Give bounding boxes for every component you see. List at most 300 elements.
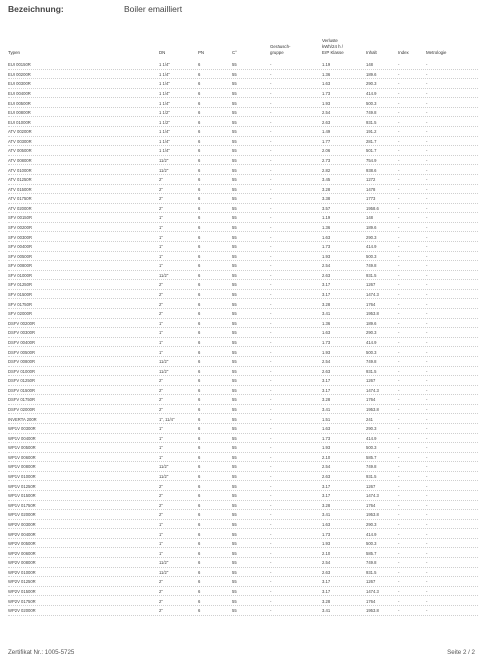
table-cell: - bbox=[426, 569, 428, 575]
table-cell: - bbox=[270, 244, 272, 250]
table-cell: 1474.3 bbox=[366, 588, 379, 594]
table-row bbox=[8, 252, 478, 262]
table-row bbox=[8, 156, 478, 166]
table-cell: - bbox=[398, 588, 400, 594]
table-cell: - bbox=[270, 110, 272, 116]
table-cell: - bbox=[270, 598, 272, 604]
table-cell: WP1V 00600R bbox=[8, 454, 36, 460]
table-cell: 1764 bbox=[366, 397, 376, 403]
table-row bbox=[8, 60, 478, 70]
table-cell: 2" bbox=[159, 205, 163, 211]
table-cell: 6 bbox=[198, 62, 201, 68]
table-cell: 1953.8 bbox=[366, 608, 379, 614]
table-cell: WP2V 01250R bbox=[8, 579, 36, 585]
certificate-number: Zertifikat Nr.: 1005-5725 bbox=[8, 649, 75, 656]
table-cell: - bbox=[398, 512, 400, 518]
table-cell: 1.36 bbox=[322, 320, 331, 326]
table-cell: 11/2" bbox=[159, 167, 169, 173]
table-cell: - bbox=[270, 148, 272, 154]
table-cell: - bbox=[398, 167, 400, 173]
table-cell: - bbox=[426, 320, 428, 326]
table-cell: WP1V 01250R bbox=[8, 483, 36, 489]
table-cell: 931.5 bbox=[366, 474, 377, 480]
table-cell: 281.7 bbox=[366, 138, 377, 144]
table-cell: - bbox=[398, 62, 400, 68]
column-header-6 bbox=[366, 50, 377, 56]
table-cell: SFV 00300R bbox=[8, 234, 32, 240]
table-cell: ATV 02000R bbox=[8, 205, 32, 211]
table-cell: 1953.8 bbox=[366, 512, 379, 518]
table-cell: - bbox=[270, 426, 272, 432]
table-cell: - bbox=[398, 138, 400, 144]
table-cell: 6 bbox=[198, 588, 201, 594]
table-cell: 585.7 bbox=[366, 454, 377, 460]
table-cell: 55 bbox=[232, 100, 237, 106]
table-cell: 931.5 bbox=[366, 119, 377, 125]
table-row bbox=[8, 491, 478, 501]
table-cell: 3.17 bbox=[322, 387, 331, 393]
table-cell: 55 bbox=[232, 148, 237, 154]
table-cell: 6 bbox=[198, 502, 201, 508]
table-row bbox=[8, 98, 478, 108]
table-cell: 754.9 bbox=[366, 157, 377, 163]
table-cell: 55 bbox=[232, 301, 237, 307]
table-cell: - bbox=[270, 454, 272, 460]
table-cell: SFV 00400R bbox=[8, 244, 32, 250]
table-cell: 148 bbox=[366, 215, 373, 221]
table-cell: - bbox=[398, 81, 400, 87]
column-header-7 bbox=[398, 50, 409, 56]
table-cell: 938.6 bbox=[366, 167, 377, 173]
table-row bbox=[8, 146, 478, 156]
table-cell: 2.54 bbox=[322, 560, 331, 566]
table-cell: 1.73 bbox=[322, 339, 331, 345]
table-cell: 6 bbox=[198, 339, 201, 345]
table-cell: - bbox=[426, 521, 428, 527]
table-cell: 290.3 bbox=[366, 330, 377, 336]
table-row bbox=[8, 271, 478, 281]
table-cell: 55 bbox=[232, 550, 237, 556]
table-cell: - bbox=[398, 253, 400, 259]
table-cell: 2.54 bbox=[322, 110, 331, 116]
table-cell: 55 bbox=[232, 349, 237, 355]
table-cell: 55 bbox=[232, 138, 237, 144]
table-cell: - bbox=[426, 148, 428, 154]
table-cell: 1" bbox=[159, 435, 163, 441]
table-cell: 290.3 bbox=[366, 426, 377, 432]
table-row bbox=[8, 529, 478, 539]
table-row bbox=[8, 414, 478, 424]
table-cell: 55 bbox=[232, 464, 237, 470]
table-cell: SFV 01000R bbox=[8, 272, 32, 278]
table-cell: - bbox=[398, 416, 400, 422]
table-cell: - bbox=[426, 138, 428, 144]
table-cell: 2" bbox=[159, 177, 163, 183]
table-cell: 1267 bbox=[366, 483, 376, 489]
table-cell: 2.63 bbox=[322, 119, 331, 125]
table-cell: ATV 00200R bbox=[8, 129, 32, 135]
table-cell: 1" bbox=[159, 550, 163, 556]
table-cell: 55 bbox=[232, 81, 237, 87]
table-cell: INVERTA 200R bbox=[8, 416, 37, 422]
table-cell: 6 bbox=[198, 521, 201, 527]
table-row bbox=[8, 185, 478, 195]
table-cell: - bbox=[270, 100, 272, 106]
table-cell: 55 bbox=[232, 560, 237, 566]
column-header-line: Metrologie bbox=[426, 50, 447, 55]
table-cell: - bbox=[426, 157, 428, 163]
table-cell: - bbox=[398, 569, 400, 575]
table-cell: 414.9 bbox=[366, 531, 377, 537]
table-cell: - bbox=[398, 90, 400, 96]
table-cell: - bbox=[398, 464, 400, 470]
table-cell: 3.17 bbox=[322, 588, 331, 594]
table-cell: - bbox=[426, 100, 428, 106]
table-cell: 6 bbox=[198, 483, 201, 489]
table-cell: - bbox=[270, 225, 272, 231]
table-cell: 2.54 bbox=[322, 464, 331, 470]
table-cell: 55 bbox=[232, 71, 237, 77]
table-cell: - bbox=[270, 502, 272, 508]
table-cell: - bbox=[426, 177, 428, 183]
table-cell: 55 bbox=[232, 186, 237, 192]
table-cell: - bbox=[270, 263, 272, 269]
table-cell: - bbox=[398, 311, 400, 317]
table-cell: - bbox=[398, 474, 400, 480]
table-cell: 55 bbox=[232, 368, 237, 374]
table-cell: - bbox=[426, 397, 428, 403]
table-cell: 3.17 bbox=[322, 483, 331, 489]
table-cell: - bbox=[398, 110, 400, 116]
table-cell: - bbox=[270, 608, 272, 614]
table-cell: 2" bbox=[159, 502, 163, 508]
table-cell: - bbox=[398, 387, 400, 393]
table-cell: 3.28 bbox=[322, 186, 331, 192]
table-cell: 1478 bbox=[366, 186, 376, 192]
table-cell: - bbox=[426, 426, 428, 432]
table-cell: - bbox=[426, 282, 428, 288]
table-row bbox=[8, 175, 478, 185]
table-cell: 55 bbox=[232, 541, 237, 547]
table-cell: 55 bbox=[232, 272, 237, 278]
table-cell: - bbox=[426, 119, 428, 125]
table-cell: EUI 01000R bbox=[8, 119, 31, 125]
table-cell: - bbox=[270, 215, 272, 221]
table-cell: 6 bbox=[198, 378, 201, 384]
table-cell: 6 bbox=[198, 445, 201, 451]
table-cell: 2.54 bbox=[322, 359, 331, 365]
table-cell: 55 bbox=[232, 330, 237, 336]
table-cell: 6 bbox=[198, 225, 201, 231]
table-cell: 6 bbox=[198, 349, 201, 355]
table-cell: 148 bbox=[366, 62, 373, 68]
table-row bbox=[8, 443, 478, 453]
table-cell: 1" bbox=[159, 531, 163, 537]
column-header-line: C° bbox=[232, 50, 237, 55]
table-cell: 6 bbox=[198, 110, 201, 116]
table-cell: 11/2" bbox=[159, 368, 169, 374]
table-cell: - bbox=[270, 493, 272, 499]
table-cell: WP1V 00800R bbox=[8, 464, 36, 470]
table-row bbox=[8, 117, 478, 127]
table-cell: - bbox=[270, 81, 272, 87]
table-cell: - bbox=[270, 272, 272, 278]
table-cell: - bbox=[270, 157, 272, 163]
table-cell: 1267 bbox=[366, 378, 376, 384]
table-cell: - bbox=[426, 71, 428, 77]
table-cell: - bbox=[270, 167, 272, 173]
table-cell: - bbox=[426, 205, 428, 211]
table-cell: 6 bbox=[198, 560, 201, 566]
table-cell: - bbox=[426, 225, 428, 231]
table-cell: 2" bbox=[159, 493, 163, 499]
table-row bbox=[8, 89, 478, 99]
table-cell: WP1V 02000R bbox=[8, 512, 36, 518]
table-cell: - bbox=[398, 244, 400, 250]
column-header-line: Index bbox=[398, 50, 409, 55]
table-cell: 6 bbox=[198, 81, 201, 87]
table-cell: - bbox=[270, 138, 272, 144]
header bbox=[8, 4, 478, 18]
table-cell: 2.10 bbox=[322, 550, 331, 556]
table-row bbox=[8, 434, 478, 444]
table-row bbox=[8, 481, 478, 491]
table-cell: 1.63 bbox=[322, 81, 331, 87]
table-cell: 6 bbox=[198, 330, 201, 336]
table-cell: - bbox=[270, 588, 272, 594]
table-cell: DSFV 01000R bbox=[8, 368, 35, 374]
table-row bbox=[8, 539, 478, 549]
table-cell: 1.19 bbox=[322, 215, 331, 221]
table-cell: 55 bbox=[232, 445, 237, 451]
table-cell: - bbox=[270, 282, 272, 288]
table-row bbox=[8, 204, 478, 214]
table-cell: 2.82 bbox=[322, 167, 331, 173]
table-cell: - bbox=[270, 311, 272, 317]
table-cell: 3.17 bbox=[322, 579, 331, 585]
table-cell: 3.38 bbox=[322, 196, 331, 202]
table-cell: 6 bbox=[198, 234, 201, 240]
table-cell: 1.93 bbox=[322, 100, 331, 106]
table-cell: - bbox=[398, 205, 400, 211]
table-cell: 55 bbox=[232, 311, 237, 317]
table-cell: - bbox=[398, 148, 400, 154]
table-cell: - bbox=[270, 407, 272, 412]
table-cell: 6 bbox=[198, 205, 201, 211]
table-row bbox=[8, 472, 478, 482]
table-cell: - bbox=[398, 531, 400, 537]
table-cell: 1 1/2" bbox=[159, 110, 170, 116]
table-row bbox=[8, 568, 478, 578]
column-header-line: Geräusch- bbox=[270, 44, 291, 49]
table-cell: EUI 00500R bbox=[8, 100, 31, 106]
table-cell: - bbox=[426, 292, 428, 298]
column-header-line: DN bbox=[159, 50, 166, 55]
table-cell: 55 bbox=[232, 474, 237, 480]
table-cell: 55 bbox=[232, 483, 237, 489]
table-cell: WP2V 00500R bbox=[8, 541, 36, 547]
table-cell: 11/2" bbox=[159, 272, 169, 278]
table-cell: 6 bbox=[198, 263, 201, 269]
table-cell: - bbox=[270, 320, 272, 326]
table-cell: - bbox=[398, 426, 400, 432]
table-cell: - bbox=[398, 378, 400, 384]
table-cell: - bbox=[270, 301, 272, 307]
table-cell: - bbox=[270, 531, 272, 537]
table-cell: DSFV 00300R bbox=[8, 330, 35, 336]
table-cell: 3.28 bbox=[322, 598, 331, 604]
table-cell: 2" bbox=[159, 378, 163, 384]
table-row bbox=[8, 309, 478, 319]
table-cell: - bbox=[270, 378, 272, 384]
table-cell: 55 bbox=[232, 62, 237, 68]
table-cell: 1 1/4" bbox=[159, 71, 170, 77]
column-header-line: Inhalt bbox=[366, 50, 377, 55]
table-cell: 749.8 bbox=[366, 464, 377, 470]
table-cell: 6 bbox=[198, 215, 201, 221]
column-header-5 bbox=[322, 38, 344, 56]
table-cell: 6 bbox=[198, 186, 201, 192]
table-cell: - bbox=[270, 560, 272, 566]
table-cell: - bbox=[270, 339, 272, 345]
table-cell: 414.9 bbox=[366, 244, 377, 250]
table-cell: 1.51 bbox=[322, 416, 331, 422]
table-cell: 1474.3 bbox=[366, 387, 379, 393]
table-cell: - bbox=[426, 474, 428, 480]
table-row bbox=[8, 127, 478, 137]
table-cell: 6 bbox=[198, 550, 201, 556]
table-cell: 55 bbox=[232, 426, 237, 432]
designation-value: Boiler emailliert bbox=[124, 4, 183, 14]
table-cell: - bbox=[426, 110, 428, 116]
table-cell: 1" bbox=[159, 349, 163, 355]
table-cell: - bbox=[398, 407, 400, 412]
table-cell: 1" bbox=[159, 339, 163, 345]
table-cell: 11/2" bbox=[159, 560, 169, 566]
table-cell: EUI 00150R bbox=[8, 62, 31, 68]
table-cell: - bbox=[398, 598, 400, 604]
table-cell: WP2V 01500R bbox=[8, 588, 36, 594]
table-cell: 749.8 bbox=[366, 359, 377, 365]
table-cell: 2" bbox=[159, 301, 163, 307]
table-cell: 241 bbox=[366, 416, 373, 422]
table-cell: - bbox=[426, 339, 428, 345]
table-cell: - bbox=[398, 560, 400, 566]
table-cell: - bbox=[398, 100, 400, 106]
column-header-line: gruppe bbox=[270, 50, 284, 55]
table-cell: SFV 01500R bbox=[8, 292, 32, 298]
table-cell: 414.9 bbox=[366, 339, 377, 345]
table-cell: 1.19 bbox=[322, 62, 331, 68]
column-header-3 bbox=[232, 50, 237, 56]
table-cell: - bbox=[398, 157, 400, 163]
table-cell: - bbox=[398, 330, 400, 336]
table-cell: 1267 bbox=[366, 579, 376, 585]
table-cell: 55 bbox=[232, 339, 237, 345]
table-cell: WP2V 00800R bbox=[8, 560, 36, 566]
table-cell: 2" bbox=[159, 483, 163, 489]
table-cell: 6 bbox=[198, 148, 201, 154]
table-cell: 2" bbox=[159, 407, 163, 412]
table-cell: - bbox=[398, 502, 400, 508]
table-cell: 6 bbox=[198, 292, 201, 298]
table-cell: 749.8 bbox=[366, 263, 377, 269]
table-cell: - bbox=[426, 196, 428, 202]
table-row bbox=[8, 280, 478, 290]
table-cell: - bbox=[270, 397, 272, 403]
table-cell: 1272 bbox=[366, 177, 376, 183]
table-cell: 1474.3 bbox=[366, 493, 379, 499]
table-cell: 3.45 bbox=[322, 177, 331, 183]
table-cell: 55 bbox=[232, 225, 237, 231]
table-cell: 55 bbox=[232, 579, 237, 585]
table-cell: 2" bbox=[159, 387, 163, 393]
table-cell: - bbox=[398, 129, 400, 135]
table-cell: 500.3 bbox=[366, 100, 377, 106]
table-cell: 1.36 bbox=[322, 225, 331, 231]
column-header-8 bbox=[426, 50, 447, 56]
table-cell: - bbox=[398, 608, 400, 614]
table-cell: 55 bbox=[232, 282, 237, 288]
table-cell: - bbox=[426, 167, 428, 173]
table-cell: - bbox=[270, 445, 272, 451]
table-cell: EUI 00200R bbox=[8, 71, 31, 77]
table-cell: 290.3 bbox=[366, 521, 377, 527]
table-cell: 6 bbox=[198, 579, 201, 585]
table-row bbox=[8, 347, 478, 357]
table-cell: 3.57 bbox=[322, 205, 331, 211]
table-cell: - bbox=[270, 550, 272, 556]
table-cell: - bbox=[426, 62, 428, 68]
table-row bbox=[8, 548, 478, 558]
table-cell: - bbox=[426, 311, 428, 317]
table-cell: - bbox=[398, 263, 400, 269]
table-row bbox=[8, 319, 478, 329]
table-cell: 500.3 bbox=[366, 349, 377, 355]
table-cell: - bbox=[270, 483, 272, 489]
table-cell: 55 bbox=[232, 588, 237, 594]
table-cell: 749.8 bbox=[366, 110, 377, 116]
table-cell: - bbox=[398, 292, 400, 298]
table-cell: DSFV 00200R bbox=[8, 320, 35, 326]
table-body bbox=[8, 60, 478, 616]
table-cell: 1" bbox=[159, 330, 163, 336]
table-cell: 1" bbox=[159, 234, 163, 240]
table-cell: 1 1/4" bbox=[159, 62, 170, 68]
table-cell: - bbox=[398, 579, 400, 585]
table-cell: ATV 00500R bbox=[8, 148, 32, 154]
table-cell: - bbox=[398, 359, 400, 365]
table-cell: 6 bbox=[198, 244, 201, 250]
table-cell: DSFV 00400R bbox=[8, 339, 35, 345]
table-cell: - bbox=[270, 177, 272, 183]
table-cell: 500.3 bbox=[366, 253, 377, 259]
table-cell: - bbox=[426, 512, 428, 518]
table-cell: - bbox=[398, 225, 400, 231]
table-cell: 55 bbox=[232, 129, 237, 135]
table-cell: 414.9 bbox=[366, 90, 377, 96]
table-cell: 6 bbox=[198, 138, 201, 144]
table-cell: - bbox=[270, 71, 272, 77]
table-cell: 2.63 bbox=[322, 272, 331, 278]
table-cell: - bbox=[398, 282, 400, 288]
table-cell: 6 bbox=[198, 157, 201, 163]
table-cell: ATV 00800R bbox=[8, 157, 32, 163]
column-header-line: PN bbox=[198, 50, 205, 55]
table-cell: WP2V 00300R bbox=[8, 521, 36, 527]
table-cell: - bbox=[270, 205, 272, 211]
table-cell: - bbox=[398, 119, 400, 125]
